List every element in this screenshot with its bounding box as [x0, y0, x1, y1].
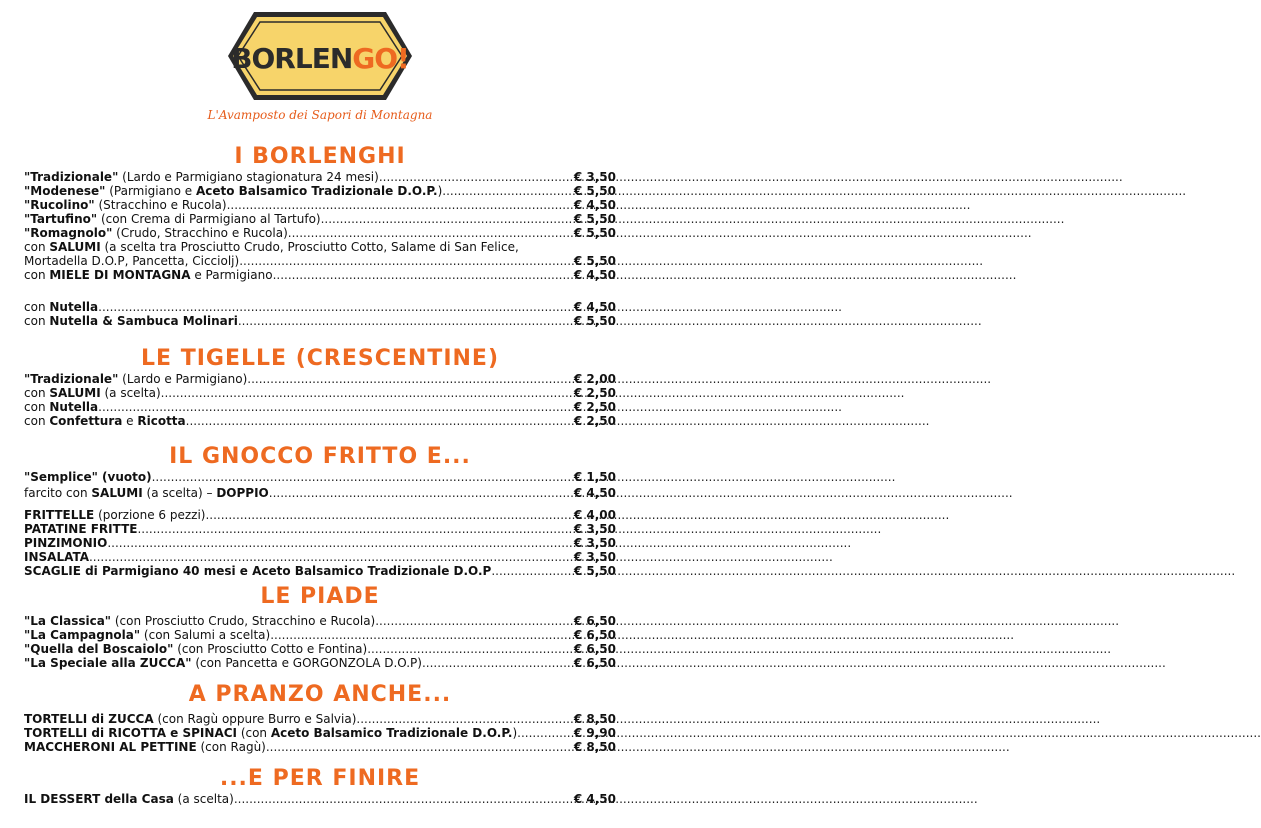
menu-item-prefix: con	[24, 414, 50, 428]
dot-leader	[517, 726, 573, 740]
menu-item	[24, 628, 616, 642]
menu-item-name: Nutella	[49, 300, 99, 314]
menu-item-description	[24, 656, 422, 670]
menu-item-detail-bold: DOPPIO	[216, 486, 269, 500]
menu-item-price: € 2,00	[573, 372, 616, 386]
menu-item-prefix: con	[24, 386, 50, 400]
menu-item-name: INSALATA	[24, 550, 89, 564]
dot-leader	[288, 226, 573, 240]
dot-leader	[98, 300, 573, 314]
menu-item	[24, 400, 616, 414]
menu-item-description	[24, 170, 379, 184]
menu-item-name: "Romagnolo"	[24, 226, 113, 240]
logo-text-primary: BORLEN	[231, 42, 353, 75]
dot-leader	[270, 628, 573, 642]
menu-item-description	[24, 550, 89, 564]
menu-item-detail: (con Pancetta e GORGONZOLA D.O.P)	[191, 656, 422, 670]
menu-item-price: € 4,00	[573, 508, 616, 522]
menu-item-name: PINZIMONIO	[24, 536, 108, 550]
menu-item-detail: (Stracchino e Rucola)	[94, 198, 227, 212]
menu-item-prefix: con	[24, 268, 50, 282]
menu-item	[24, 184, 616, 198]
menu-item-price: € 3,50	[573, 170, 616, 184]
menu-item-description	[24, 212, 321, 226]
menu-item-description	[24, 386, 161, 400]
menu-item-description	[24, 614, 375, 628]
dot-leader	[186, 414, 573, 428]
menu-item-prefix: con	[24, 314, 50, 328]
menu-item	[24, 198, 616, 212]
menu-item-name: "Rucolino"	[24, 198, 95, 212]
section-title-gnocco: IL GNOCCO FRITTO E...	[169, 444, 471, 469]
menu-item	[24, 414, 616, 428]
menu-item	[24, 712, 616, 726]
menu-item-price: € 6,50	[573, 614, 616, 628]
menu-item-detail: (con Salumi a scelta)	[140, 628, 271, 642]
menu-item	[24, 254, 616, 268]
dot-leader	[422, 656, 573, 670]
menu-item-prefix: con	[24, 400, 50, 414]
menu-item-price: € 2,50	[573, 386, 616, 400]
menu-item-name: "Modenese"	[24, 184, 106, 198]
menu-item-detail: (a scelta tra Prosciutto Crudo, Prosciutto Cotto, Salame di San Felice,	[100, 240, 519, 254]
menu-item	[24, 170, 616, 184]
dot-leader	[247, 372, 573, 386]
dot-leader	[107, 536, 573, 550]
menu-item	[24, 536, 616, 550]
menu-item-description	[24, 536, 107, 550]
menu-item-description	[24, 400, 98, 414]
menu-item-description	[24, 486, 269, 500]
menu-item-price: € 3,50	[573, 522, 616, 536]
menu-item	[24, 212, 616, 226]
section-title-finire: ...E PER FINIRE	[219, 766, 421, 791]
menu-item-detail: (con	[237, 726, 271, 740]
menu-item-name: TORTELLI di RICOTTA e SPINACI	[24, 726, 237, 740]
menu-item-name: MACCHERONI AL PETTINE	[24, 740, 197, 754]
dot-leader	[227, 198, 573, 212]
menu-item	[24, 372, 616, 386]
menu-item-name: SALUMI	[91, 486, 143, 500]
menu-item	[24, 550, 616, 564]
menu-item-description	[24, 240, 519, 254]
menu-item	[24, 726, 616, 740]
menu-item-price: € 3,50	[573, 550, 616, 564]
menu-item	[24, 614, 616, 628]
menu-item	[24, 314, 616, 328]
menu-item-name: TORTELLI di ZUCCA	[24, 712, 154, 726]
menu-item-description	[24, 792, 234, 806]
menu-item-name: "Tartufino"	[24, 212, 98, 226]
menu-item-name: "La Campagnola"	[24, 628, 141, 642]
dot-leader	[205, 508, 572, 522]
menu-item-price: € 5,50	[573, 212, 616, 226]
dot-leader	[269, 486, 573, 500]
dot-leader	[152, 470, 573, 484]
dot-leader	[375, 614, 573, 628]
dot-leader	[491, 564, 573, 578]
menu-item-detail: (Lardo e Parmigiano)	[118, 372, 248, 386]
menu-item	[24, 642, 616, 656]
menu-item-name: IL DESSERT della Casa	[24, 792, 174, 806]
dot-leader	[238, 314, 573, 328]
menu-item-price: € 8,50	[573, 740, 616, 754]
menu-item-price: € 5,50	[573, 314, 616, 328]
menu-item-description	[24, 198, 227, 212]
menu-item	[24, 386, 616, 400]
dot-leader	[367, 642, 573, 656]
menu-item-detail: (con Prosciutto Crudo, Stracchino e Rucola)	[111, 614, 376, 628]
menu-item-price: € 9,90	[573, 726, 616, 740]
menu-item	[24, 240, 616, 254]
menu-item-description	[24, 564, 491, 578]
menu-item	[24, 522, 616, 536]
menu-item-name: "Tradizionale"	[24, 170, 119, 184]
menu-item-detail-end: )	[512, 726, 518, 740]
menu-item-description	[24, 522, 137, 536]
menu-item-name: Confettura	[49, 414, 123, 428]
menu-item	[24, 486, 616, 500]
section-title-pranzo: A PRANZO ANCHE...	[188, 682, 452, 707]
menu-item-price: € 5,50	[573, 564, 616, 578]
menu-item-name: Nutella & Sambuca Molinari	[49, 314, 238, 328]
menu-item-detail-bold: Aceto Balsamico Tradizionale D.O.P.	[195, 184, 438, 198]
menu-item-description	[24, 628, 270, 642]
menu-item-price: € 6,50	[573, 656, 616, 670]
dot-leader	[321, 212, 573, 226]
menu-item-description	[24, 414, 186, 428]
menu-item-description	[24, 254, 239, 268]
menu-item-name: SCAGLIE di Parmigiano 40 mesi e Aceto Balsamico Tradizionale D.O.P	[24, 564, 492, 578]
section-title-tigelle: LE TIGELLE (CRESCENTINE)	[141, 346, 499, 371]
menu-item-description	[24, 642, 367, 656]
menu-item-detail: (Crudo, Stracchino e Rucola)	[112, 226, 288, 240]
menu-item	[24, 470, 616, 484]
dot-leader	[442, 184, 573, 198]
menu-item-name: FRITTELLE	[24, 508, 95, 522]
menu-item-detail: Mortadella D.O.P, Pancetta, Cicciolj)	[24, 254, 240, 268]
menu-item-name: "La Speciale alla ZUCCA"	[24, 656, 192, 670]
menu-item-description	[24, 712, 356, 726]
menu-item-detail-bold: Aceto Balsamico Tradizionale D.O.P.	[270, 726, 513, 740]
menu-item	[24, 792, 616, 806]
dot-leader	[273, 268, 573, 282]
dot-leader	[266, 740, 573, 754]
menu-item-price: € 5,50	[573, 226, 616, 240]
menu-item-prefix: con	[24, 240, 50, 254]
menu-item-detail-bold: Ricotta	[137, 414, 186, 428]
menu-item-description	[24, 470, 152, 484]
menu-item	[24, 300, 616, 314]
dot-leader	[161, 386, 573, 400]
menu-item-description	[24, 508, 205, 522]
menu-item-name: "Semplice" (vuoto)	[24, 470, 152, 484]
menu-item-name: "La Classica"	[24, 614, 112, 628]
menu-item-price: € 8,50	[573, 712, 616, 726]
menu-item-detail: (con Ragù oppure Burro e Salvia)	[153, 712, 357, 726]
menu-item-name: MIELE DI MONTAGNA	[49, 268, 191, 282]
menu-item-price: € 4,50	[573, 792, 616, 806]
menu-item-price: € 4,50	[573, 268, 616, 282]
menu-item-price: € 1,50	[573, 470, 616, 484]
dot-leader	[239, 254, 573, 268]
menu-item-detail: (porzione 6 pezzi)	[94, 508, 206, 522]
menu-item-detail: (a scelta)	[173, 792, 234, 806]
menu-item-description	[24, 226, 288, 240]
menu-item-description	[24, 726, 517, 740]
menu-item-price: € 5,50	[573, 184, 616, 198]
menu-item-name: Nutella	[49, 400, 99, 414]
menu-item-price: € 6,50	[573, 642, 616, 656]
section-title-piade: LE PIADE	[260, 584, 380, 609]
dot-leader	[356, 712, 572, 726]
svg-text:BORLENGO!	[231, 42, 409, 75]
menu-item-detail: (Lardo e Parmigiano stagionatura 24 mesi)	[118, 170, 379, 184]
menu-item-detail: (con Ragù)	[196, 740, 266, 754]
menu-item-detail: e	[122, 414, 138, 428]
menu-item-description	[24, 268, 273, 282]
menu-item-detail-end: )	[437, 184, 443, 198]
menu-item-name: SALUMI	[49, 240, 101, 254]
menu-item	[24, 740, 616, 754]
menu-item	[24, 226, 616, 240]
menu-item-price: € 4,50	[573, 300, 616, 314]
menu-item-name: PATATINE FRITTE	[24, 522, 138, 536]
menu-item-description	[24, 314, 238, 328]
menu-item-name: SALUMI	[49, 386, 101, 400]
menu-item-price: € 5,50	[573, 254, 616, 268]
menu-item-name: "Tradizionale"	[24, 372, 119, 386]
menu-item-description	[24, 300, 98, 314]
menu-item-detail: e Parmigiano	[190, 268, 273, 282]
menu-item-price: € 4,50	[573, 486, 616, 500]
menu-item-price: € 3,50	[573, 536, 616, 550]
menu-item	[24, 268, 616, 282]
dot-leader	[98, 400, 573, 414]
menu-item-name: "Quella del Boscaiolo"	[24, 642, 174, 656]
menu-item-description	[24, 372, 247, 386]
menu-item	[24, 656, 616, 670]
menu-item-detail: (con Prosciutto Cotto e Fontina)	[173, 642, 368, 656]
menu-item	[24, 508, 616, 522]
borlengo-logo	[226, 8, 414, 104]
menu-item-price: € 2,50	[573, 400, 616, 414]
section-title-borlenghi: I BORLENGHI	[234, 144, 406, 169]
menu-item-price: € 6,50	[573, 628, 616, 642]
menu-item-prefix: con	[24, 300, 50, 314]
menu-item-description	[24, 740, 266, 754]
menu-item-detail: (a scelta) –	[142, 486, 217, 500]
menu-item-detail: (con Crema di Parmigiano al Tartufo)	[97, 212, 321, 226]
dot-leader	[234, 792, 573, 806]
tagline: L'Avamposto dei Sapori di Montagna	[207, 108, 433, 122]
logo-text-accent: GO!	[352, 42, 409, 75]
menu-item-prefix: farcito con	[24, 486, 92, 500]
menu-item-price: € 4,50	[573, 198, 616, 212]
dot-leader	[137, 522, 572, 536]
menu-item-detail: (Parmigiano e	[105, 184, 196, 198]
dot-leader	[379, 170, 573, 184]
menu-item-detail: (a scelta)	[100, 386, 161, 400]
menu-item-description	[24, 184, 442, 198]
menu-item	[24, 564, 616, 578]
menu-item-price: € 2,50	[573, 414, 616, 428]
dot-leader	[89, 550, 573, 564]
